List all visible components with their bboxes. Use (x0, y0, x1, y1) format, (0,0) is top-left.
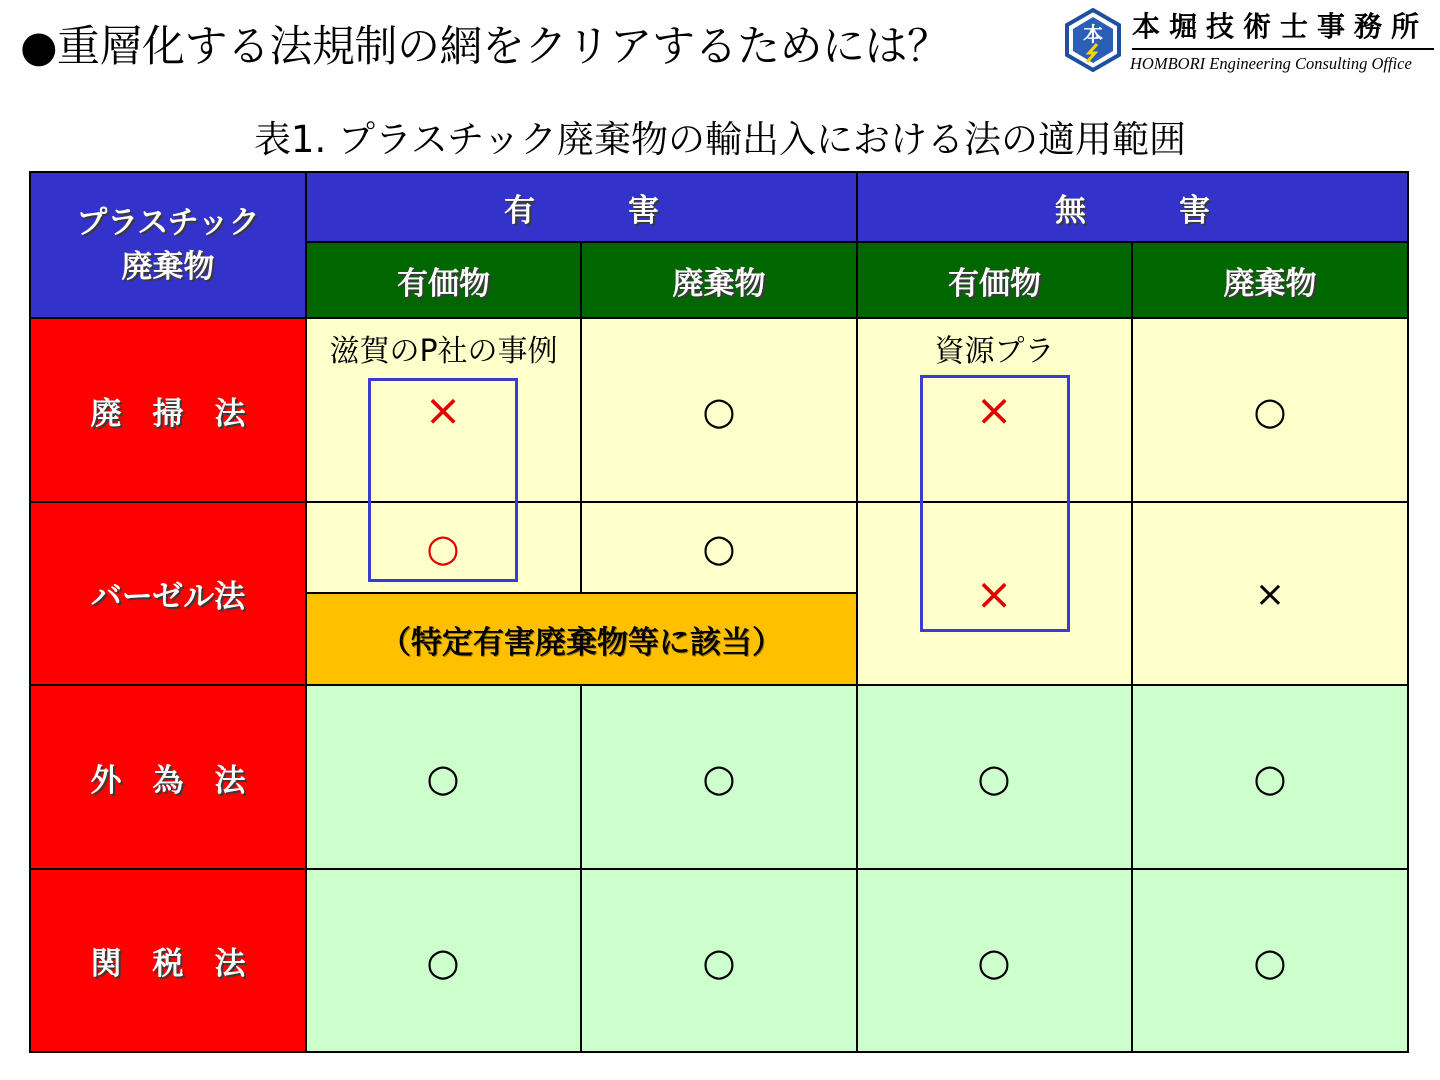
row-label-customs-act (30, 869, 306, 1052)
shiga-case-highlight-box (368, 378, 518, 582)
page-title: ●重層化する法規制の網をクリアするためには？ (20, 22, 950, 72)
cell-mark: ○ (426, 526, 460, 570)
cell-mark: ○ (702, 940, 736, 984)
corner-header-line2: 廃棄物 (121, 249, 215, 285)
grid-line (30, 317, 1409, 319)
basel-note-text: （特定有害廃棄物等に該当） (380, 624, 783, 661)
sub-header-valuable-nonhazardous (857, 242, 1132, 318)
row-label-text: 関 税 法 (90, 946, 246, 982)
cell-mark: ○ (702, 756, 736, 800)
cell-mark: ○ (1253, 756, 1287, 800)
grid-line (580, 241, 582, 593)
cell-mark: ○ (1253, 940, 1287, 984)
cell-mark: × (975, 385, 1013, 436)
sub-header-label: 廃棄物 (672, 265, 766, 302)
row-label-basel-act (30, 502, 306, 685)
grid-line (305, 171, 307, 1053)
svg-text:本: 本 (1083, 22, 1103, 46)
grid-line (30, 171, 1409, 173)
resource-plastic-highlight-box (920, 375, 1070, 632)
row-label-text: バーゼル法 (90, 579, 246, 615)
sub-header-waste-hazardous (581, 242, 857, 318)
resource-plastic-note: 資源プラ (934, 334, 1055, 369)
corner-header-line1: プラスチック (76, 205, 260, 241)
cell-mark: ○ (426, 756, 460, 800)
cell-mark: ○ (426, 940, 460, 984)
cell-mark: ○ (1253, 389, 1287, 433)
row-label-foreign-exchange-act (30, 685, 306, 869)
grid-line (30, 868, 1409, 870)
grid-line (30, 501, 1409, 503)
grid-line (856, 171, 858, 1053)
col-group-nonhazardous-label: 無 害 (1055, 192, 1210, 229)
row-label-waste-management-act (30, 318, 306, 502)
shiga-case-note: 滋賀のP社の事例 (329, 334, 558, 369)
cell-mark: × (424, 385, 462, 436)
corner-header (30, 172, 306, 318)
grid-line (580, 684, 582, 1053)
sub-header-label: 有価物 (948, 265, 1041, 302)
sub-header-waste-nonhazardous (1132, 242, 1408, 318)
cell-mark: ○ (702, 389, 736, 433)
sub-header-valuable-hazardous (306, 242, 581, 318)
col-group-nonhazardous (857, 172, 1408, 242)
grid-line (30, 684, 1409, 686)
grid-line (30, 1051, 1409, 1053)
cell-mark: ○ (977, 756, 1011, 800)
cell-mark: ○ (702, 526, 736, 570)
cell-mark: × (975, 569, 1013, 620)
col-group-hazardous-label: 有 害 (504, 192, 659, 229)
basel-note-cell (306, 593, 857, 685)
grid-line (29, 171, 31, 1053)
row-label-text: 廃 掃 法 (90, 395, 246, 432)
cell-mark: ○ (977, 940, 1011, 984)
logo-japanese-text: 本堀技術士事務所 (1132, 10, 1429, 43)
table-caption: 表1. プラスチック廃棄物の輸出入における法の適用範囲 (253, 118, 1187, 161)
sub-header-label: 廃棄物 (1223, 265, 1317, 302)
sub-header-label: 有価物 (397, 265, 490, 302)
col-group-hazardous (306, 172, 857, 242)
cell-mark: × (1254, 574, 1286, 615)
row-label-text: 外 為 法 (90, 762, 246, 799)
grid-line (1407, 171, 1409, 1053)
logo-english-text: HOMBORI Engineering Consulting Office (1130, 54, 1412, 73)
